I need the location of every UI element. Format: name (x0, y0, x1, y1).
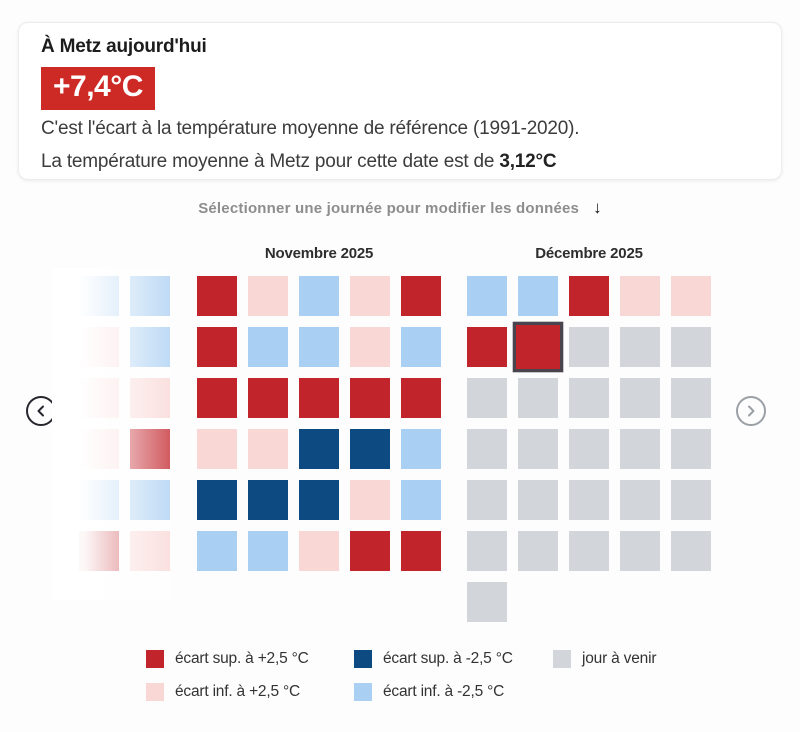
day-cell[interactable] (299, 327, 339, 367)
day-cell (518, 378, 558, 418)
day-cell[interactable] (401, 276, 441, 316)
next-period-button[interactable] (736, 396, 766, 426)
day-cell (569, 378, 609, 418)
day-cell[interactable] (197, 480, 237, 520)
month-label-decembre: Décembre 2025 (535, 245, 643, 262)
legend-item (354, 650, 526, 668)
legend-label: écart inf. à -2,5 °C (383, 683, 505, 700)
legend-column (553, 650, 656, 701)
day-cell[interactable] (248, 276, 288, 316)
day-cell (569, 429, 609, 469)
day-cell[interactable] (299, 429, 339, 469)
day-cell-selected[interactable] (516, 325, 560, 369)
day-cell (518, 429, 558, 469)
calendar-grid-octobre (79, 276, 170, 571)
calendar-grid-decembre (467, 276, 711, 622)
average-temperature-text (41, 148, 759, 176)
day-cell[interactable] (350, 429, 390, 469)
day-cell[interactable] (197, 327, 237, 367)
legend-swatch-lightblue (354, 683, 372, 701)
prev-period-button[interactable] (26, 396, 56, 426)
today-card (18, 22, 782, 180)
legend-item (354, 683, 526, 701)
day-cell[interactable] (197, 531, 237, 571)
day-cell[interactable] (248, 429, 288, 469)
day-cell[interactable] (299, 480, 339, 520)
day-cell[interactable] (79, 378, 119, 418)
day-cell[interactable] (79, 531, 119, 571)
day-cell[interactable] (130, 378, 170, 418)
day-cell (467, 378, 507, 418)
day-cell (569, 480, 609, 520)
day-cell (620, 429, 660, 469)
day-cell[interactable] (467, 327, 507, 367)
day-cell[interactable] (401, 531, 441, 571)
chevron-left-icon (35, 405, 47, 417)
day-cell (671, 327, 711, 367)
legend-column (146, 650, 327, 701)
day-cell (671, 531, 711, 571)
legend-swatch-gray (553, 650, 571, 668)
day-cell[interactable] (248, 480, 288, 520)
day-cell[interactable] (401, 327, 441, 367)
legend-label: écart sup. à -2,5 °C (383, 650, 513, 667)
day-cell (569, 327, 609, 367)
day-cell[interactable] (130, 480, 170, 520)
day-cell (569, 531, 609, 571)
day-cell[interactable] (130, 429, 170, 469)
day-cell[interactable] (130, 327, 170, 367)
day-cell[interactable] (79, 429, 119, 469)
day-cell[interactable] (350, 327, 390, 367)
reference-text: C'est l'écart à la température moyenne de référence (1991-2020). (41, 118, 580, 139)
day-cell[interactable] (130, 531, 170, 571)
day-cell[interactable] (467, 276, 507, 316)
day-cell[interactable] (350, 378, 390, 418)
card-title: À Metz aujourd'hui (41, 36, 207, 57)
day-cell (467, 429, 507, 469)
legend-item (146, 683, 327, 701)
day-cell[interactable] (248, 327, 288, 367)
average-temperature-value: 3,12°C (499, 151, 557, 172)
temperature-deviation-badge: +7,4°C (41, 67, 155, 110)
day-cell[interactable] (248, 531, 288, 571)
day-cell[interactable] (197, 429, 237, 469)
day-cell[interactable] (197, 378, 237, 418)
day-cell (467, 531, 507, 571)
day-cell (518, 531, 558, 571)
day-cell[interactable] (130, 276, 170, 316)
day-cell[interactable] (350, 531, 390, 571)
legend-column (354, 650, 526, 701)
legend-label: écart inf. à +2,5 °C (175, 683, 300, 700)
select-day-hint-text: Sélectionner une journée pour modifier les données (198, 200, 580, 217)
day-cell[interactable] (401, 480, 441, 520)
day-cell[interactable] (401, 429, 441, 469)
day-cell (620, 531, 660, 571)
down-arrow-icon: ↓ (593, 198, 602, 217)
day-cell[interactable] (248, 378, 288, 418)
average-temperature-prefix: La température moyenne à Metz pour cette date est de (41, 151, 500, 172)
legend-item (146, 650, 327, 668)
day-cell[interactable] (350, 480, 390, 520)
legend-swatch-pink (146, 683, 164, 701)
day-cell[interactable] (518, 276, 558, 316)
day-cell[interactable] (299, 276, 339, 316)
day-cell[interactable] (299, 531, 339, 571)
day-cell[interactable] (671, 276, 711, 316)
legend (146, 650, 656, 701)
day-cell[interactable] (299, 378, 339, 418)
day-cell[interactable] (569, 276, 609, 316)
day-cell[interactable] (79, 480, 119, 520)
day-cell[interactable] (79, 276, 119, 316)
day-cell[interactable] (620, 276, 660, 316)
day-cell[interactable] (401, 378, 441, 418)
day-cell (467, 582, 507, 622)
day-cell (620, 378, 660, 418)
day-cell (671, 429, 711, 469)
legend-swatch-darkblue (354, 650, 372, 668)
day-cell[interactable] (197, 276, 237, 316)
legend-label: écart sup. à +2,5 °C (175, 650, 309, 667)
day-cell (671, 378, 711, 418)
day-cell[interactable] (79, 327, 119, 367)
day-cell (671, 480, 711, 520)
day-cell (620, 327, 660, 367)
select-day-hint (0, 198, 800, 218)
legend-item (553, 650, 656, 668)
chevron-right-icon (745, 405, 757, 417)
day-cell[interactable] (350, 276, 390, 316)
day-cell (518, 480, 558, 520)
legend-swatch-red (146, 650, 164, 668)
calendar-grid-novembre (197, 276, 441, 571)
day-cell (467, 480, 507, 520)
legend-label: jour à venir (582, 650, 657, 667)
day-cell (620, 480, 660, 520)
month-label-novembre: Novembre 2025 (264, 245, 374, 262)
